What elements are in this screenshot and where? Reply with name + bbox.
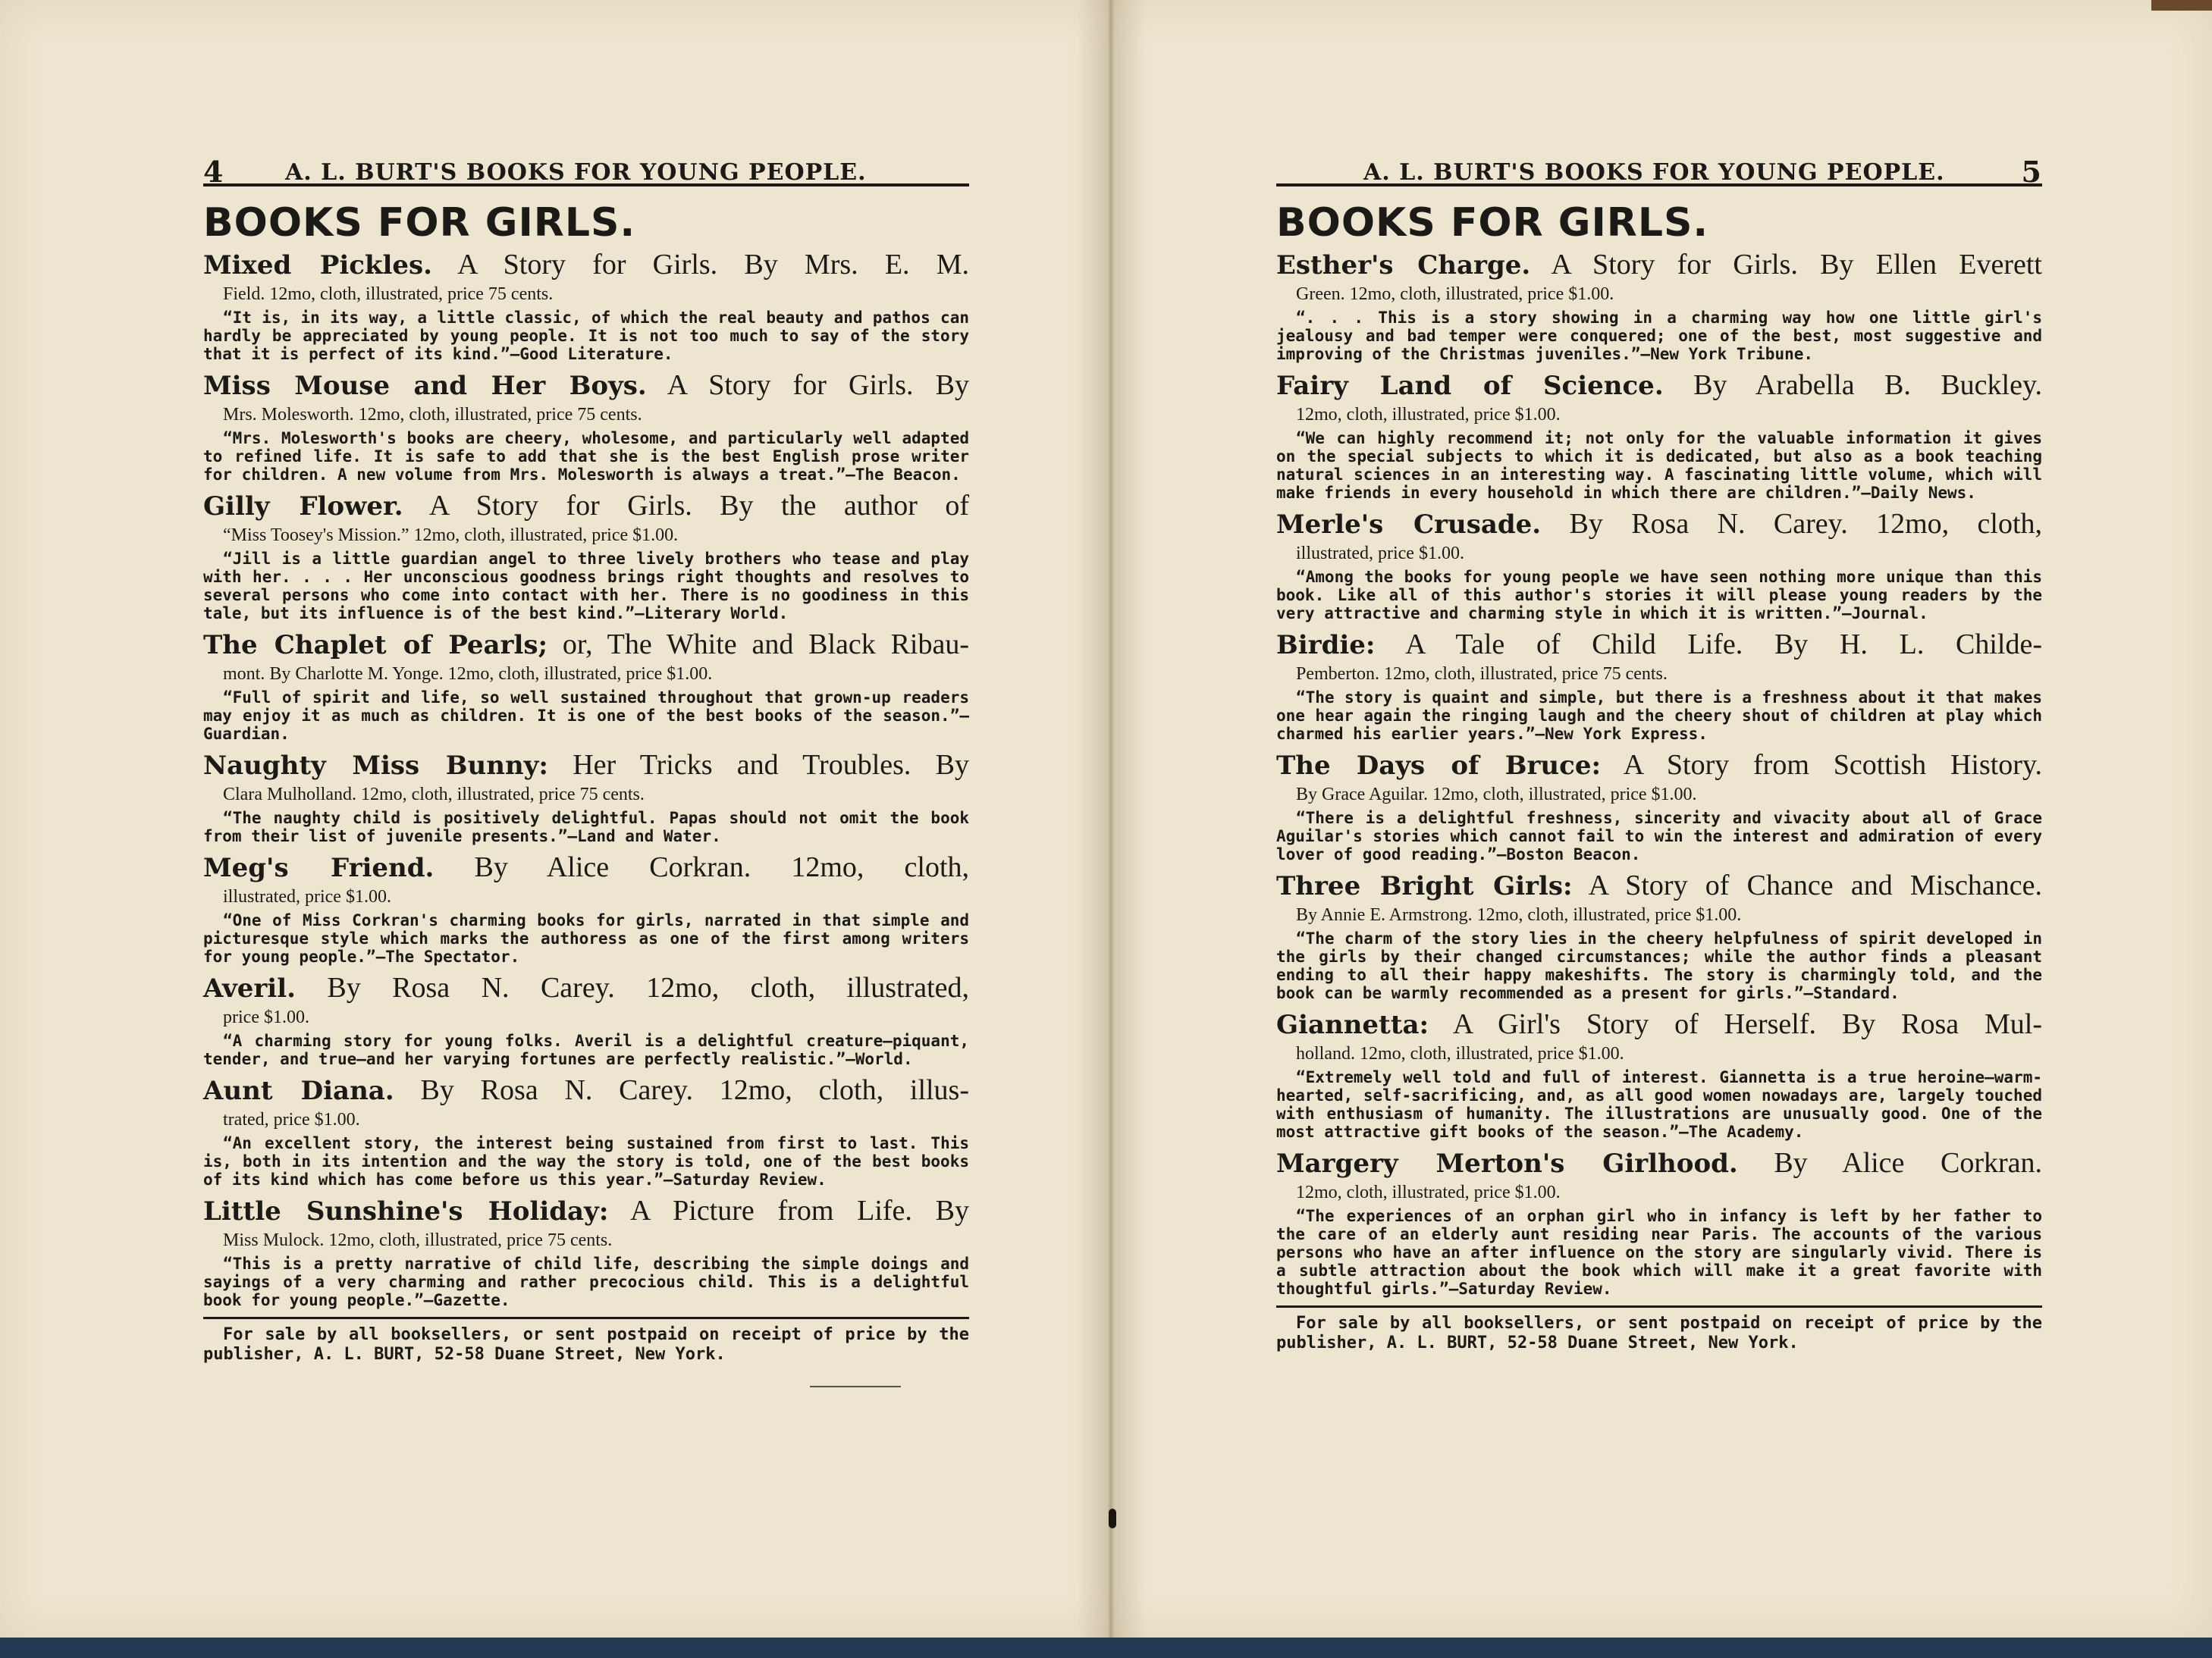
book-entry — [1276, 247, 2042, 363]
book-list — [203, 247, 969, 1309]
book-title: The Chaplet of Pearls; — [203, 630, 548, 660]
entry-heading — [1276, 748, 2042, 783]
footer-rule — [1276, 1305, 2042, 1308]
book-heading-rest: A Story for Girls. By — [667, 369, 969, 401]
book-details: By Grace Aguilar. 12mo, cloth, illustrated, price $1.00. — [1296, 785, 1697, 804]
book-entry — [1276, 868, 2042, 1002]
book-heading-rest: A Tale of Child Life. By H. L. Childe- — [1405, 628, 2042, 660]
footer-note: For sale by all booksellers, or sent postpaid on receipt of price by the publisher, A. L. BURT, 52-58 Duane Street, New York. — [1276, 1314, 2042, 1352]
book-entry — [1276, 1007, 2042, 1141]
entry-heading — [1276, 1007, 2042, 1042]
book-details: 12mo, cloth, illustrated, price $1.00. — [1296, 405, 1561, 425]
entry-heading — [1276, 506, 2042, 542]
running-head-title: A. L. BURT'S BOOKS FOR YOUNG PEOPLE. — [285, 159, 867, 186]
review-quote: “Mrs. Molesworth's books are cheery, wholesome, and particularly well adapted to refined life. It is safe to add that she is the best English prose writer for children. A new volume from Mrs. Molesworth is always a treat.”—The Beacon. — [203, 429, 969, 484]
running-head — [203, 144, 969, 189]
book-heading-rest: A Story for Girls. By Ellen Everett — [1551, 249, 2042, 281]
book-details: trated, price $1.00. — [223, 1110, 360, 1130]
book-title: The Days of Bruce: — [1276, 751, 1602, 781]
book-gutter — [1077, 0, 1145, 1638]
entry-heading — [203, 1073, 969, 1108]
book-entry — [203, 1073, 969, 1189]
review-quote: “The naughty child is positively delightful. Papas should not omit the book from their list of juvenile presents.”—Land and Water. — [203, 809, 969, 845]
review-quote: “Extremely well told and full of interest. Giannetta is a true heroine—warm-hearted, self-sacrificing, and, as all good women nowadays are, largely touched with enthusiasm of humanity. The illustrations are unusually good. One of the most attractive gift books of the season.”—The Academy. — [1276, 1068, 2042, 1141]
book-title: Naughty Miss Bunny: — [203, 751, 548, 781]
book-details: price $1.00. — [223, 1008, 309, 1027]
book-details: 12mo, cloth, illustrated, price $1.00. — [1296, 1183, 1561, 1202]
book-title: Mixed Pickles. — [203, 250, 433, 281]
review-quote: “Among the books for young people we have seen nothing more unique than this book. Like all of this author's stories it will please young readers by the very attractive and charming style in which it is written.”—Journal. — [1276, 568, 2042, 622]
book-details: holland. 12mo, cloth, illustrated, price $1.00. — [1296, 1044, 1624, 1064]
entry-heading — [203, 488, 969, 524]
book-entry — [1276, 368, 2042, 502]
book-heading-rest: By Rosa N. Carey. 12mo, cloth, — [1569, 508, 2043, 540]
footer-tail-rule — [810, 1386, 901, 1387]
book-title: Averil. — [203, 973, 296, 1004]
review-quote: “This is a pretty narrative of child life, describing the simple doings and sayings of a very charming and rather precocious child. This is a delightful book for young people.”—Gazette. — [203, 1255, 969, 1309]
book-title: Merle's Crusade. — [1276, 509, 1542, 540]
running-head-title: A. L. BURT'S BOOKS FOR YOUNG PEOPLE. — [1363, 159, 1945, 186]
page-number: 5 — [2021, 155, 2042, 189]
cover-edge — [2151, 0, 2212, 11]
book-heading-rest: By Rosa N. Carey. 12mo, cloth, illustrated, — [327, 972, 969, 1004]
book-details: mont. By Charlotte M. Yonge. 12mo, cloth, illustrated, price $1.00. — [223, 664, 713, 684]
review-quote: “The story is quaint and simple, but there is a freshness about it that makes one hear again the ringing laugh and the cheery shout of children at play which charmed his earlier years.”—New York Express. — [1276, 688, 2042, 743]
book-details: By Annie E. Armstrong. 12mo, cloth, illustrated, price $1.00. — [1296, 905, 1742, 925]
book-title: Margery Merton's Girlhood. — [1276, 1149, 1738, 1179]
entry-heading — [1276, 868, 2042, 904]
review-quote: “Jill is a little guardian angel to three lively brothers who tease and play with her. . . . Her unconscious goodness brings right thoughts and resolves to several persons who come into contact with her. There is no goodiness in this tale, but its influence is of the best kind.”—Literary World. — [203, 550, 969, 622]
entry-heading — [1276, 247, 2042, 283]
book-heading-rest: A Story for Girls. By the author of — [428, 490, 969, 522]
book-entry — [203, 748, 969, 845]
book-entry — [203, 1193, 969, 1309]
entry-heading — [203, 970, 969, 1006]
book-title: Gilly Flower. — [203, 491, 403, 522]
book-heading-rest: A Story of Chance and Mischance. — [1588, 870, 2043, 901]
book-title: Giannetta: — [1276, 1010, 1429, 1040]
book-details: Green. 12mo, cloth, illustrated, price $1.00. — [1296, 284, 1614, 304]
book-details: Mrs. Molesworth. 12mo, cloth, illustrated, price 75 cents. — [223, 405, 642, 425]
review-quote: “Full of spirit and life, so well sustained throughout that grown-up readers may enjoy it as much as children. It is one of the best books of the season.”—Guardian. — [203, 688, 969, 743]
book-details: Field. 12mo, cloth, illustrated, price 75 cents. — [223, 284, 554, 304]
review-quote: “It is, in its way, a little classic, of which the real beauty and pathos can hardly be appreciated by young people. It is not too much to say of the story that it is perfect of its kind.”—Good Literature. — [203, 309, 969, 363]
review-quote: “A charming story for young folks. Averil is a delightful creature—piquant, tender, and true—and her varying fortunes are perfectly realistic.”—World. — [203, 1032, 969, 1068]
book-title: Little Sunshine's Holiday: — [203, 1196, 609, 1227]
book-heading-rest: By Arabella B. Buckley. — [1693, 369, 2043, 401]
book-title: Esther's Charge. — [1276, 250, 1531, 281]
book-title: Miss Mouse and Her Boys. — [203, 371, 647, 401]
entry-heading — [203, 748, 969, 783]
book-entry — [1276, 627, 2042, 743]
book-entry — [1276, 506, 2042, 622]
book-entry — [203, 488, 969, 622]
review-quote: “One of Miss Corkran's charming books for girls, narrated in that simple and picturesque style which marks the authoress as one of the first among writers for young people.”—The Spectator. — [203, 911, 969, 966]
footer-rule — [203, 1317, 969, 1319]
book-title: Meg's Friend. — [203, 853, 435, 883]
book-heading-rest: A Story from Scottish History. — [1623, 749, 2042, 781]
binding-mark — [1109, 1509, 1116, 1528]
footer-note: For sale by all booksellers, or sent postpaid on receipt of price by the publisher, A. L. BURT, 52-58 Duane Street, New York. — [203, 1325, 969, 1364]
book-details: Clara Mulholland. 12mo, cloth, illustrated, price 75 cents. — [223, 785, 645, 804]
entry-heading — [203, 627, 969, 663]
book-entry — [203, 627, 969, 743]
book-entry — [1276, 1146, 2042, 1298]
page-right — [1276, 144, 2042, 1353]
entry-heading — [203, 850, 969, 885]
review-quote: “The charm of the story lies in the cheery helpfulness of spirit developed in the girls by their changed circumstances; while the author finds a pleasant ending to all their happy makeshifts. The story is charmingly told, and the book can be warmly recommended as a present for girls.”—Standard. — [1276, 929, 2042, 1002]
book-list — [1276, 247, 2042, 1298]
book-entry — [203, 970, 969, 1068]
page-number: 4 — [203, 155, 224, 189]
review-quote: “There is a delightful freshness, sincerity and vivacity about all of Grace Aguilar's stories which cannot fail to win the interest and admiration of every lover of good reading.”—Boston Beacon. — [1276, 809, 2042, 863]
book-title: Three Bright Girls: — [1276, 871, 1573, 901]
book-title: Birdie: — [1276, 630, 1376, 660]
running-head — [1276, 144, 2042, 189]
review-quote: “. . . This is a story showing in a charming way how one little girl's jealousy and bad temper were conquered; one of the best, most suggestive and improving of the Christmas juveniles.”—New York Tribune. — [1276, 309, 2042, 363]
book-entry — [1276, 748, 2042, 863]
book-heading-rest: A Girl's Story of Herself. By Rosa Mul- — [1452, 1008, 2043, 1040]
entry-heading — [1276, 627, 2042, 663]
book-heading-rest: By Alice Corkran. 12mo, cloth, — [474, 851, 969, 883]
book-details: “Miss Toosey's Mission.” 12mo, cloth, illustrated, price $1.00. — [223, 525, 679, 545]
book-details: Pemberton. 12mo, cloth, illustrated, price 75 cents. — [1296, 664, 1668, 684]
book-heading-rest: Her Tricks and Troubles. By — [573, 749, 969, 781]
entry-heading — [203, 1193, 969, 1229]
book-title: Aunt Diana. — [203, 1076, 394, 1106]
review-quote: “We can highly recommend it; not only for the valuable information it gives on the special subjects to which it is dedicated, but also as a book teaching natural sciences in an interesting way. A fascinating little volume, which will make friends in every household in which there are children.”—Daily News. — [1276, 429, 2042, 502]
book-heading-rest: By Rosa N. Carey. 12mo, cloth, illus- — [420, 1074, 969, 1106]
book-heading-rest: By Alice Corkran. — [1774, 1147, 2042, 1179]
book-heading-rest: A Story for Girls. By Mrs. E. M. — [457, 249, 970, 281]
section-title: BOOKS FOR GIRLS. — [203, 200, 636, 246]
book-entry — [203, 368, 969, 484]
review-quote: “An excellent story, the interest being sustained from first to last. This is, both in its intention and the way the story is told, one of the best books of its kind which has come before us this year.”—Saturday Review. — [203, 1134, 969, 1189]
book-details: Miss Mulock. 12mo, cloth, illustrated, price 75 cents. — [223, 1230, 613, 1250]
book-entry — [203, 247, 969, 363]
entry-heading — [203, 368, 969, 403]
entry-heading — [1276, 1146, 2042, 1181]
page-left — [203, 144, 969, 1387]
book-entry — [203, 850, 969, 966]
entry-heading — [203, 247, 969, 283]
review-quote: “The experiences of an orphan girl who in infancy is left by her father to the care of an elderly aunt residing near Paris. The accounts of the various persons who have an after influence on the story are singularly vivid. There is a subtle attraction about the book which will make it a great favorite with thoughtful girls.”—Saturday Review. — [1276, 1207, 2042, 1298]
book-heading-rest: or, The White and Black Ribau- — [562, 628, 970, 660]
section-title: BOOKS FOR GIRLS. — [1276, 200, 1709, 246]
entry-heading — [1276, 368, 2042, 403]
book-details: illustrated, price $1.00. — [1296, 544, 1464, 563]
book-heading-rest: A Picture from Life. By — [630, 1195, 970, 1227]
book-title: Fairy Land of Science. — [1276, 371, 1664, 401]
book-details: illustrated, price $1.00. — [223, 887, 391, 907]
